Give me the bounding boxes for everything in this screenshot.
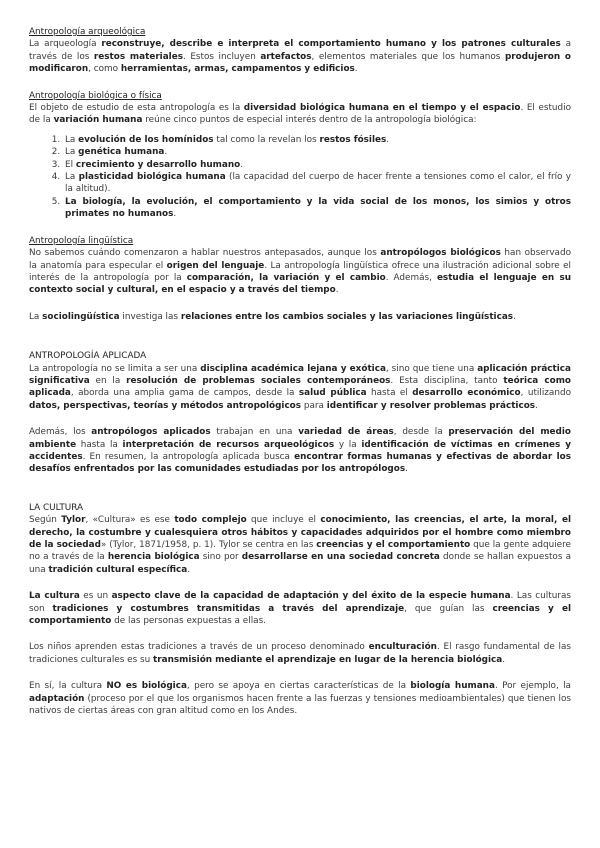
text-run: . La antropología lingüística ofrece una ilustración adicional sobre el interés de la antropología por la <box>29 260 571 283</box>
bold-phrase: artefactos <box>260 51 312 62</box>
text-run: . <box>187 564 191 575</box>
text-run: para <box>301 400 327 411</box>
section-title: Antropología arqueológica <box>29 27 146 37</box>
paragraph <box>29 514 571 576</box>
bold-phrase: aspecto clave de la capacidad de adaptación y del éxito de la especie humana <box>111 591 511 602</box>
bold-phrase: restos fósiles <box>319 134 387 145</box>
bold-phrase: identificación de víctimas en crímenes y accidentes <box>29 439 571 462</box>
bold-phrase: desarrollarse en una sociedad concreta <box>241 552 440 563</box>
text-run: El <box>65 159 76 170</box>
bold-phrase: preservación del medio ambiente <box>29 427 571 450</box>
bold-phrase: aplicación práctica significativa <box>29 363 572 386</box>
text-run: investiga las <box>119 311 181 322</box>
bold-phrase: desarrollo económico <box>412 388 521 399</box>
text-run: . El rasgo fundamental de las tradiciones culturales es su <box>29 642 571 665</box>
bold-phrase: biología humana <box>410 681 495 692</box>
text-run: . Además, <box>385 272 437 283</box>
text-run: . <box>386 134 390 145</box>
bold-phrase: teórica como aplicada <box>29 375 571 399</box>
section-title: LA CULTURA <box>29 502 84 513</box>
text-run: que la gente adquiere no a través de la <box>29 540 571 563</box>
text-run: La <box>65 172 79 183</box>
bold-phrase: comparación, la variación y el cambio <box>186 272 386 283</box>
text-run: , pero se apoya en ciertas características de la <box>186 681 411 692</box>
bold-phrase: conocimiento, las creencias, el arte, la moral, el derecho, la costumbre y cualesquiera otros hábitos y capacidades adquiridos por el hombre como miembro de la sociedad <box>29 515 571 550</box>
bold-phrase: plasticidad biológica humana <box>78 172 226 183</box>
text-run: , que guían las <box>404 603 493 614</box>
text-run: , utilizando <box>520 388 571 399</box>
text-run: hasta el <box>366 388 413 399</box>
text-run: que incluye el <box>246 515 321 526</box>
list-item <box>63 146 571 158</box>
text-run: La <box>65 134 79 145</box>
section-title: Antropología biológica o física <box>29 90 162 101</box>
text-run: . Por ejemplo, la <box>494 681 571 692</box>
text-run: . <box>164 147 168 158</box>
text-run: , elementos materiales que los humanos <box>311 51 505 62</box>
bold-phrase: origen del lenguaje <box>166 260 265 271</box>
list-item <box>63 159 571 171</box>
bold-phrase: herencia biológica <box>107 552 200 563</box>
bold-phrase: diversidad biológica humana en el tiempo y el espacio <box>243 103 521 114</box>
text-run: . <box>502 654 506 665</box>
text-run: a través de los <box>29 39 571 62</box>
text-run: Según <box>29 515 62 526</box>
bold-phrase: todo complejo <box>174 515 247 526</box>
text-run: , aborda una amplia gama de campos, desde la <box>70 388 299 399</box>
text-run: . Esta disciplina, tanto <box>390 375 504 386</box>
text-run: trabajan en una <box>210 427 299 438</box>
paragraph <box>29 311 571 323</box>
text-run: . En resumen, la antropología aplicada busca <box>82 451 295 462</box>
bold-phrase: enculturación <box>368 642 437 653</box>
bold-phrase: genética humana <box>78 147 165 158</box>
bold-phrase: transmisión mediante el aprendizaje en lugar de la herencia biológica <box>153 654 503 665</box>
bold-phrase: Tylor <box>61 515 86 526</box>
list-item <box>63 196 571 221</box>
list-item <box>63 171 571 196</box>
bold-phrase: tradición cultural específica <box>48 564 188 575</box>
text-run: La <box>29 311 43 322</box>
text-run: , como <box>88 64 121 75</box>
section-title: Antropología lingüística <box>29 235 134 246</box>
bold-phrase: variedad de áreas <box>298 427 394 438</box>
bold-phrase: salud pública <box>298 388 367 399</box>
bold-phrase: NO es biológica <box>106 681 187 692</box>
text-run: , desde la <box>393 427 449 438</box>
paragraph <box>29 590 571 627</box>
bold-phrase: reconstruye, describe e interpreta el comportamiento humano y los patrones culturales <box>101 39 561 50</box>
bold-phrase: creencias y el comportamiento <box>316 540 471 550</box>
section-linguistica <box>29 235 571 323</box>
section-title: ANTROPOLOGÍA APLICADA <box>29 351 147 362</box>
bold-phrase: La cultura <box>29 591 80 602</box>
bold-phrase: resolución de problemas sociales contemporáneos <box>126 375 391 386</box>
bold-phrase: antropólogos biológicos <box>380 248 501 259</box>
text-run: tal como la revelan los <box>213 134 320 145</box>
text-run: , sino que tiene una <box>385 363 478 374</box>
paragraph <box>29 363 571 413</box>
paragraph <box>29 247 571 297</box>
text-run: No sabemos cuándo comenzaron a hablar nuestros antepasados, aunque los <box>29 248 381 259</box>
bold-phrase: datos, perspectivas, teorías y métodos antropológicos <box>29 400 302 411</box>
bold-phrase: identificar y resolver problemas prácticos <box>326 400 536 411</box>
text-run: La <box>65 147 79 158</box>
text-run: . Las culturas son <box>29 591 571 614</box>
text-run: han observado la anatomía para especular el <box>29 248 572 271</box>
text-run: . <box>535 400 538 411</box>
bold-phrase: crecimiento y desarrollo humano <box>75 159 241 170</box>
text-run: en la <box>89 375 127 386</box>
section-cultura <box>29 502 571 718</box>
paragraph <box>29 680 571 717</box>
bold-phrase: interpretación de recursos arqueológicos <box>122 439 335 450</box>
text-run: . <box>513 311 516 322</box>
text-run: Los niños aprenden estas tradiciones a través de un proceso denominado <box>29 642 369 653</box>
bold-phrase: adaptación <box>29 693 85 704</box>
bold-phrase: encontrar formas humanas y efectivas de abordar los desafíos enfrentados por las comunidades estudiadas por los antropólogos <box>29 451 571 475</box>
text-run: . Estos incluyen <box>182 51 261 62</box>
text-run: » (Tylor, 1871/1958, p. 1). Tylor se centra en las <box>100 540 317 550</box>
list-item <box>63 134 571 146</box>
text-run: Además, los <box>29 427 92 438</box>
bold-phrase: produjeron o modificaron <box>29 51 571 75</box>
paragraph <box>29 102 571 127</box>
text-run: reúne cinco puntos de especial interés dentro de la antropología biológica: <box>142 115 477 126</box>
bold-phrase: disciplina académica lejana y exótica <box>200 363 386 374</box>
text-run: es un <box>79 591 112 602</box>
text-run: (la capacidad del cuerpo de hacer frente a tensiones como el calor, el frío y la altitud). <box>65 172 571 195</box>
section-biologica <box>29 90 571 221</box>
bold-phrase: relaciones entre los cambios sociales y las variaciones lingüísticas <box>180 311 514 322</box>
text-run: . <box>173 209 177 220</box>
text-run: . <box>405 464 408 475</box>
bold-phrase: sociolingüística <box>42 311 120 322</box>
bold-phrase: creencias y el comportamiento <box>29 603 571 627</box>
bold-phrase: La biología, la evolución, el comportamiento y la vida social de los monos, los simios y otros primates no humanos <box>65 196 571 220</box>
text-run: donde se hallan expuestos a una <box>29 552 571 575</box>
text-run: . El estudio de la <box>29 103 572 126</box>
section-arqueologica <box>29 26 571 76</box>
text-run: . <box>335 285 339 296</box>
text-run: de las personas expuestas a ellas. <box>111 616 266 627</box>
bold-phrase: antropólogos aplicados <box>91 427 211 438</box>
text-run: El objeto de estudio de esta antropología es la <box>29 103 244 114</box>
text-run: . <box>240 159 244 170</box>
bold-phrase: restos materiales <box>93 51 183 62</box>
paragraph <box>29 641 571 666</box>
text-run: (proceso por el que los organismos hacen frente a las fuerzas y tensiones medioambientales) que tienen los nativos de ciertas áreas con gran altitud como en los Andes. <box>29 693 571 717</box>
bold-phrase: evolución de los homínidos <box>78 134 214 145</box>
section-aplicada <box>29 350 571 476</box>
paragraph <box>29 38 571 75</box>
text-run: La arqueología <box>29 39 102 50</box>
numbered-list <box>29 134 571 221</box>
bold-phrase: variación humana <box>53 115 143 126</box>
document-page <box>29 26 571 717</box>
bold-phrase: herramientas, armas, campamentos y edificios <box>120 64 355 75</box>
paragraph <box>29 426 571 476</box>
text-run: hasta la <box>76 439 123 450</box>
bold-phrase: tradiciones y costumbres transmitidas a través del aprendizaje <box>52 603 405 614</box>
text-run: . <box>354 64 358 75</box>
bold-phrase: estudia el lenguaje en su contexto social y cultural, en el espacio y a través del tiempo <box>29 272 571 296</box>
text-run: sino por <box>199 552 242 563</box>
text-run: y la <box>334 439 362 450</box>
text-run: La antropología no se limita a ser una <box>29 363 201 374</box>
text-run: En sí, la cultura <box>29 681 107 692</box>
text-run: , «Cultura» es ese <box>85 515 175 526</box>
